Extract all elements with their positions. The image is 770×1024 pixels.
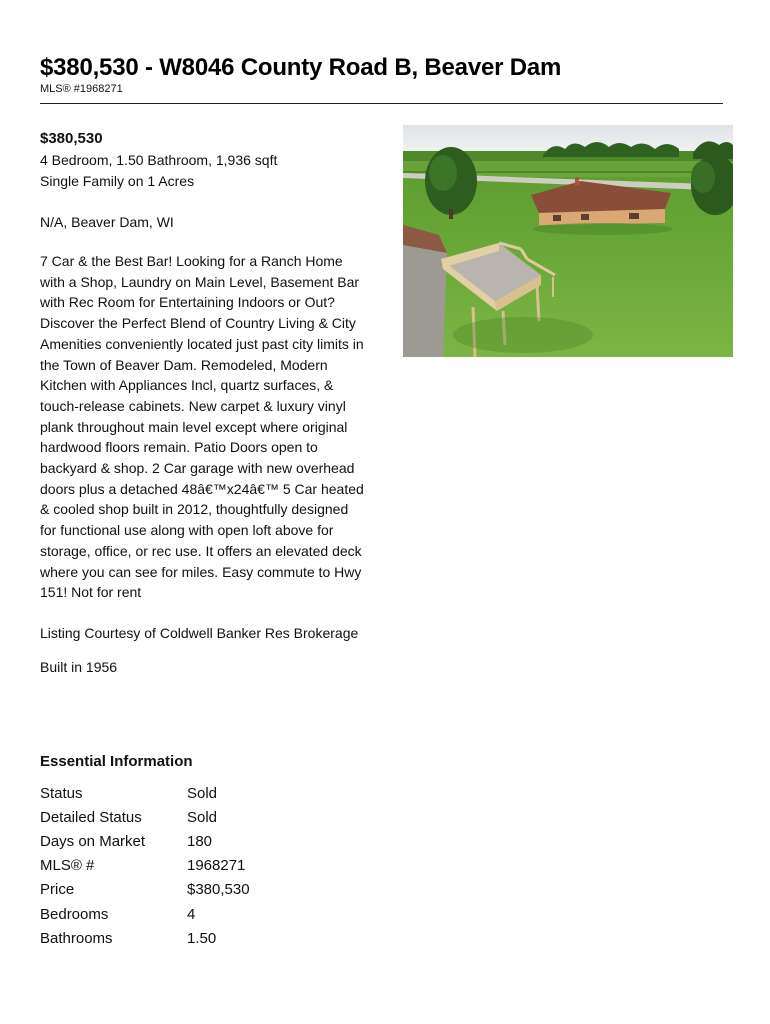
property-photo (403, 125, 733, 357)
row-label: Status (40, 784, 83, 802)
row-label: Price (40, 881, 75, 899)
mls-number-subtitle: MLS® #1968271 (40, 83, 123, 95)
row-label: Days on Market (40, 832, 146, 850)
row-label: Bedrooms (40, 905, 109, 923)
table-row (40, 781, 250, 805)
row-value: 180 (187, 832, 213, 850)
page-title: $380,530 - W8046 County Road B, Beaver Dam (40, 54, 562, 81)
listing-details (40, 128, 364, 678)
row-value: Sold (187, 784, 218, 802)
table-row (40, 854, 250, 878)
table-row (40, 829, 250, 853)
essential-info-heading: Essential Information (40, 753, 193, 770)
essential-info-table (40, 781, 250, 950)
listing-summary-type: Single Family on 1 Acres (40, 173, 195, 189)
table-row (40, 878, 250, 902)
listing-courtesy: Listing Courtesy of Coldwell Banker Res Brokerage (40, 624, 359, 641)
listing-summary-beds-baths: 4 Bedroom, 1.50 Bathroom, 1,936 sqft (40, 152, 278, 168)
row-value: Sold (187, 808, 218, 826)
row-value: 4 (187, 905, 196, 923)
listing-location: N/A, Beaver Dam, WI (40, 214, 174, 230)
table-row (40, 805, 250, 829)
year-built: Built in 1956 (40, 658, 118, 675)
table-row (40, 902, 250, 926)
row-label: MLS® # (40, 857, 95, 875)
row-label: Bathrooms (40, 929, 113, 947)
row-value: 1968271 (187, 857, 246, 875)
row-value: 1.50 (187, 929, 217, 947)
row-label: Detailed Status (40, 808, 142, 826)
listing-description: 7 Car & the Best Bar! Looking for a Ranch Home with a Shop, Laundry on Main Level, Basement Bar with Rec Room for Entertaining Indoors or Out? Discover the Perfect Blend of Country Living & City Amenities conveniently located just past city limits in the Town of Beaver Dam. Remodeled, Modern Kitchen with Appliances Incl, quartz surfaces, & touch-release cabinets. New carpet & luxury vinyl plank throughout main level except where original hardwood floors remain. Patio Doors open to backyard & shop. 2 Car garage with new overhead doors plus a detached 48â€™x24â€™ 5 Car heated & cooled shop built in 2012, thoughtfully designed for functional use along with open loft above for storage, office, or rec use. It offers an elevated deck where you can see for miles. Easy commute to Hwy 151! Not for rent (40, 253, 364, 601)
row-value: $380,530 (187, 881, 250, 899)
listing-price: $380,530 (40, 130, 103, 147)
header-divider (40, 103, 723, 104)
table-row (40, 926, 250, 950)
